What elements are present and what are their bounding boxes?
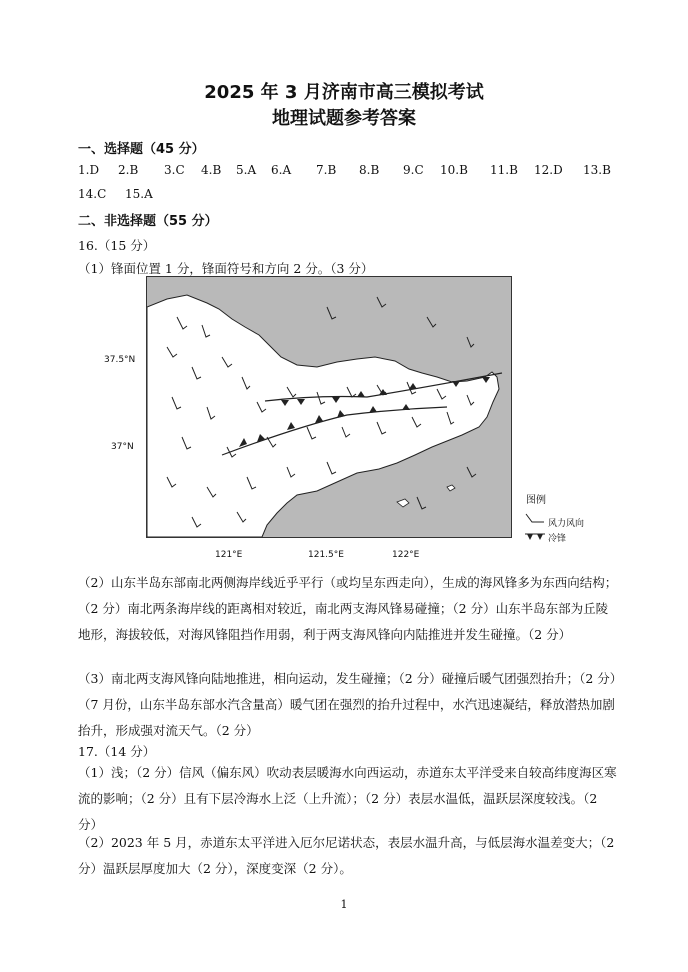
answer-item: 13.B	[583, 163, 611, 177]
answer-item: 15.A	[125, 187, 153, 201]
answer-item: 3.C	[164, 163, 185, 177]
answer-item: 5.A	[236, 163, 257, 177]
answer-item: 12.D	[534, 163, 563, 177]
answer-item: 1.D	[78, 163, 100, 177]
answer-item: 14.C	[78, 187, 107, 201]
page-number: 1	[340, 898, 348, 911]
exam-subtitle: 地理试题参考答案	[272, 108, 416, 129]
lat-label-37-5: 37.5°N	[104, 355, 136, 365]
section2-heading: 二、非选择题（55 分）	[78, 214, 218, 229]
q17-part1: （1）浅；（2 分）信风（偏东风）吹动表层暖海水向西运动，赤道东太平洋受来自较高纬度海区寒流的影响；（2 分）且有下层冷海水上泛（上升流）；（2 分）表层水温低，温跃层深度较浅。（2 分）	[78, 765, 617, 832]
answer-item: 6.A	[271, 163, 292, 177]
q16-part2: （2）山东半岛东部南北两侧海岸线近乎平行（或均呈东西走向），生成的海风锋多为东西向结构；（2 分）南北两条海岸线的距离相对较近，南北两支海风锋易碰撞；（2 分）山东半岛东部为丘陵地形，海拔较低，对海风锋阻挡作用弱，利于两支海风锋向内陆推进并发生碰撞。（2 分）	[78, 575, 618, 642]
legend-front-label: 冷锋	[548, 534, 567, 544]
legend-symbols	[524, 512, 546, 542]
answer-item: 8.B	[359, 163, 380, 177]
answer-item: 4.B	[201, 163, 222, 177]
front-map	[146, 276, 512, 538]
lon-label-121: 121°E	[215, 550, 243, 560]
map-graphic	[147, 277, 511, 537]
peninsula-land	[147, 295, 499, 537]
q16-number: 16.（15 分）	[78, 238, 156, 253]
answer-item: 7.B	[316, 163, 337, 177]
answer-item: 2.B	[118, 163, 139, 177]
legend-title: 图例	[526, 495, 546, 506]
island	[397, 499, 409, 507]
lon-label-121-5: 121.5°E	[308, 550, 344, 560]
lat-label-37: 37°N	[111, 442, 134, 452]
q16-part3: （3）南北两支海风锋向陆地推进，相向运动，发生碰撞；（2 分）碰撞后暖气团强烈抬升；（2 分）（7 月份，山东半岛东部水汽含量高）暖气团在强烈的抬升过程中，水汽迅速凝结，释放潜热加剧抬升，形成强对流天气。（2 分）	[78, 671, 617, 738]
legend-wind-label: 风力风向	[548, 519, 585, 529]
island	[447, 485, 455, 491]
wind-barb-icon	[526, 514, 544, 522]
q17-number: 17.（14 分）	[78, 744, 156, 759]
answer-item: 10.B	[440, 163, 468, 177]
answer-item: 11.B	[490, 163, 518, 177]
answer-item: 9.C	[403, 163, 424, 177]
section1-heading: 一、选择题（45 分）	[78, 142, 205, 157]
q17-part2: （2）2023 年 5 月，赤道东太平洋进入厄尔尼诺状态，表层水温升高，与低层海水温差变大；（2 分）温跃层厚度加大（2 分），深度变深（2 分）。	[78, 835, 615, 876]
q16-part1: （1）锋面位置 1 分，锋面符号和方向 2 分。（3 分）	[78, 261, 374, 276]
lon-label-122: 122°E	[392, 550, 420, 560]
exam-title: 2025 年 3 月济南市高三模拟考试	[204, 82, 484, 103]
